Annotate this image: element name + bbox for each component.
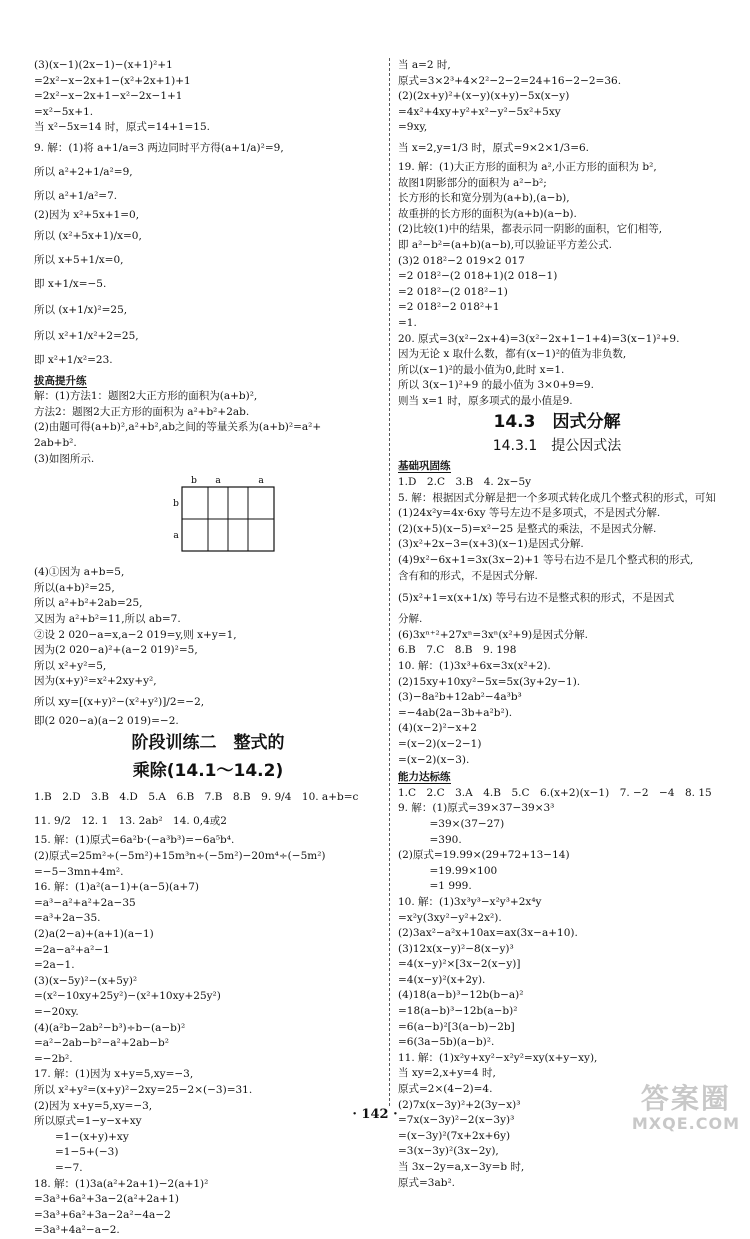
text-line: 11. 9/2 12. 1 13. 2ab² 14. 0,4或2 [34, 815, 227, 828]
text-line: 当 x=2,y=1/3 时，原式=9×2×1/3=6. [398, 141, 590, 154]
text-line: (2)3ax²−a²x+10ax=ax(3x−a+10). [398, 927, 578, 940]
text-line: =19.99×100 [398, 864, 498, 877]
text-line: 即 a²−b²=(a+b)(a−b),可以验证平方差公式. [398, 238, 612, 251]
text-line: 因为(2 020−a)²+(a−2 019)²=5, [34, 644, 198, 657]
section-heading-label: 能力达标练 [398, 771, 451, 784]
text-line: 9. 解：(1)将 a+1/a=3 两边同时平方得(a+1/a)²=9, [34, 141, 284, 154]
page-number: · 142 · [352, 1107, 398, 1122]
text-line: 又因为 a²+b²=11,所以 ab=7. [34, 612, 181, 625]
text-line: 所以 (x+1/x)²=25, [34, 303, 128, 316]
text-line: =2 018²−(2 018+1)(2 018−1) [398, 270, 558, 283]
text-line: 10. 解：(1)3x³+6x=3x(x²+2). [398, 660, 551, 672]
text-line: =2x²−x−2x+1−(x²+2x+1)+1 [34, 74, 191, 87]
text-line: =7x(x−3y)²−2(x−3y)³ [398, 1114, 515, 1127]
chapter-title: 14.3 因式分解 [493, 412, 621, 433]
text-line: 所以 a²+2+1/a²=9, [34, 165, 133, 178]
left-column [34, 58, 382, 1239]
text-line: 所以 x+5+1/x=0, [34, 253, 124, 266]
watermark-url: MXQE.COM [631, 1114, 740, 1133]
section-heading-label: 基础巩固练 [398, 460, 451, 473]
text-line: 所以 xy=[(x+y)²−(x²+y²)]/2=−2, [34, 695, 205, 708]
text-line: =3a³+6a²+3a−2(a²+2a+1) [34, 1193, 179, 1206]
text-line: (2)(2x+y)²+(x−y)(x+y)−5x(x−y) [398, 90, 570, 103]
text-line: (2)原式=25m²÷(−5m²)+15m³n÷(−5m²)−20m⁴÷(−5m²) [34, 850, 326, 863]
text-line: =1 999. [398, 880, 472, 893]
text-line: =a³+2a−35. [34, 912, 101, 925]
area-model-figure [34, 471, 382, 561]
text-line: =a³−a²+a²+2a−35 [34, 896, 136, 909]
text-line: (4)(x−2)²−x+2 [398, 722, 477, 735]
text-line: 原式=2×(4−2)=4. [398, 1083, 493, 1096]
text-line: =9xy, [398, 121, 428, 134]
text-line: 原式=3ab². [398, 1176, 456, 1189]
text-line: (2)比较(1)中的结果，都表示同一阴影的面积，它们相等, [398, 223, 663, 236]
text-line: =3a³+6a²+3a−2a²−4a−2 [34, 1208, 171, 1221]
text-line: =−5−3mn+4m². [34, 865, 124, 878]
text-line: 当 xy=2,x+y=4 时, [398, 1067, 496, 1080]
text-line: 5. 解：根据因式分解是把一个多项式转化成几个整式积的形式，可知 [398, 491, 716, 504]
text-line: =2a−a²+a²−1 [34, 943, 110, 956]
text-line: 18. 解：(1)3a(a²+2a+1)−2(a+1)² [34, 1177, 209, 1190]
text-line: (2)7x(x−3y)²+2(3y−x)³ [398, 1098, 521, 1111]
text-line: (3)x²+2x−3=(x+3)(x−1)是因式分解. [398, 538, 584, 551]
section-heading [398, 459, 716, 475]
text-line: 即 x²+1/x²=23. [34, 353, 113, 366]
text-line: 含有和的形式，不是因式分解. [398, 569, 538, 582]
text-line: (2)由题可得(a+b)²,a²+b²,ab之间的等量关系为(a+b)²=a²+ [34, 421, 322, 434]
text-line: 方法2：题图2大正方形的面积为 a²+b²+2ab. [34, 405, 250, 418]
text-line: (4)①因为 a+b=5, [34, 566, 125, 579]
text-line: 即(2 020−a)(a−2 019)=−2. [34, 714, 179, 727]
text-line: 17. 解：(1)因为 x+y=5,xy=−3, [34, 1068, 194, 1081]
chapter-title: 阶段训练二 整式的 [131, 733, 285, 754]
text-line: =−20xy. [34, 1006, 79, 1018]
text-line: 16. 解：(1)a²(a−1)+(a−5)(a+7) [34, 881, 199, 894]
figure-label-a: a [173, 531, 179, 542]
text-line: (4)9x²−6x+1=3x(3x−2)+1 等号右边不是几个整式积的形式, [398, 554, 694, 567]
text-line: =4x²+4xy+y²+x²−y²−5x²+5xy [398, 105, 561, 118]
text-line: (2)15xy+10xy²−5x=5x(3y+2y−1). [398, 675, 581, 688]
text-line: 故重拼的长方形的面积为(a+b)(a−b). [398, 207, 577, 220]
figure-label-a: a [258, 476, 264, 487]
text-line: =2a−1. [34, 959, 75, 972]
text-line: 所以 (x²+5x+1)/x=0, [34, 229, 142, 242]
figure-label-b: b [191, 476, 197, 487]
text-line: (3)如图所示. [34, 452, 95, 465]
text-line: 10. 解：(1)3x³y³−x²y³+2x⁴y [398, 895, 542, 908]
chapter-title: 乘除(14.1～14.2) [132, 761, 284, 782]
text-line: (1)24x²y=4x·6xy 等号左边不是多项式，不是因式分解. [398, 507, 661, 520]
text-line: 当 3x−2y=a,x−3y=b 时, [398, 1161, 525, 1173]
text-line: 所以 a²+b²+2ab=25, [34, 597, 143, 610]
section-heading-label: 拔高提升练 [34, 374, 87, 387]
text-line: 1.C 2.C 3.A 4.B 5.C 6.(x+2)(x−1) 7. −2 −4 8. 15 [398, 786, 712, 799]
text-line: 解：(1)方法1：题图2大正方形的面积为(a+b)², [34, 390, 258, 403]
text-line: =4(x−y)²(x+2y). [398, 973, 486, 986]
text-line: =−7. [34, 1161, 83, 1174]
text-line: (3)(x−1)(2x−1)−(x+1)²+1 [34, 59, 173, 71]
chapter-title: 14.3.1 提公因式法 [492, 438, 622, 455]
text-line: 所以 a²+1/a²=7. [34, 189, 118, 202]
text-line: (3)(x−5y)²−(x+5y)² [34, 974, 138, 987]
text-line: 当 a=2 时, [398, 59, 451, 71]
text-line: =−4ab(2a−3b+a²b²). [398, 706, 513, 719]
text-line: 所以(x−1)²的最小值为0,此时 x=1. [398, 363, 565, 376]
text-line: =(x−3y)²(7x+2x+6y) [398, 1129, 511, 1142]
watermark-text: 答案圈 [640, 1082, 731, 1115]
text-line: 19. 解：(1)大正方形的面积为 a²,小正方形的面积为 b², [398, 160, 657, 173]
text-line: =x²y(3xy²−y²+2x²). [398, 911, 502, 924]
text-line: =3a³+4a²−a−2. [34, 1224, 120, 1237]
text-line: =x²−5x+1. [34, 105, 94, 118]
text-line: (2)因为 x²+5x+1=0, [34, 208, 140, 221]
text-line: =a²−2ab−b²−a²+2ab−b² [34, 1037, 169, 1050]
figure-label-b: b [173, 499, 179, 510]
text-line: =390. [398, 833, 462, 846]
text-line: =6(a−b)²[3(a−b)−2b] [398, 1020, 515, 1033]
text-line: 因为(x+y)²=x²+2xy+y², [34, 675, 157, 688]
text-line: 1.B 2.D 3.B 4.D 5.A 6.B 7.B 8.B 9. 9/4 10. a+b=c [34, 791, 359, 804]
text-line: =2x²−x−2x+1−x²−2x−1+1 [34, 90, 183, 103]
text-line: (4)(a²b−2ab²−b³)÷b−(a−b)² [34, 1021, 186, 1034]
text-line: 1.D 2.C 3.B 4. 2x−5y [398, 476, 532, 489]
text-line: 当 x²−5x=14 时，原式=14+1=15. [34, 121, 210, 134]
text-line: (3)2 018²−2 019×2 017 [398, 254, 525, 267]
text-line: 即 x+1/x=−5. [34, 277, 107, 290]
text-line: (2)因为 x+y=5,xy=−3, [34, 1099, 153, 1112]
text-line: =(x²−10xy+25y²)−(x²+10xy+25y²) [34, 990, 221, 1003]
text-line: =2 018²−2 018²+1 [398, 301, 500, 314]
text-line: 故图1阴影部分的面积为 a²−b²; [398, 176, 547, 189]
text-line: (3)−8a²b+12ab²−4a³b³ [398, 691, 522, 704]
text-line: =1−(x+y)+xy [34, 1130, 129, 1143]
text-line: =39×(37−27) [398, 817, 505, 830]
text-line: 所以原式=1−y−x+xy [34, 1115, 142, 1128]
text-line: (2)(x+5)(x−5)=x²−25 是整式的乘法，不是因式分解. [398, 522, 657, 535]
text-line: 因为无论 x 取什么数，都有(x−1)²的值为非负数, [398, 348, 627, 361]
text-line: =3(x−3y)²(3x−2y), [398, 1145, 499, 1158]
text-line: (2)原式=19.99×(29+72+13−14) [398, 849, 570, 862]
text-line: 9. 解：(1)原式=39×37−39×3³ [398, 802, 555, 815]
text-line: 20. 原式=3(x²−2x+4)=3(x²−2x+1−1+4)=3(x−1)²+9. [398, 332, 680, 345]
text-line: (5)x²+1=x(x+1/x) 等号右边不是整式积的形式，不是因式 [398, 592, 675, 605]
section-heading [34, 374, 382, 390]
watermark-logo [632, 1084, 740, 1133]
text-line: (4)18(a−b)³−12b(b−a)² [398, 989, 524, 1002]
text-line: 所以 3(x−1)²+9 的最小值为 3×0+9=9. [398, 379, 594, 392]
text-line: (3)12x(x−y)²−8(x−y)³ [398, 942, 514, 955]
text-line: =1−5+(−3) [34, 1146, 119, 1159]
text-line: 所以 x²+y²=(x+y)²−2xy=25−2×(−3)=31. [34, 1083, 253, 1096]
text-line: 6.B 7.C 8.B 9. 198 [398, 644, 517, 657]
text-line: =18(a−b)³−12b(a−b)² [398, 1005, 518, 1018]
text-line: =(x−2)(x−3). [398, 753, 470, 766]
section-heading [398, 770, 716, 786]
text-line: 长方形的长和宽分别为(a+b),(a−b), [398, 192, 570, 205]
text-line: 11. 解：(1)x²y+xy²−x²y²=xy(x+y−xy), [398, 1051, 598, 1064]
text-line: (6)3xⁿ⁺²+27xⁿ=3xⁿ(x²+9)是因式分解. [398, 628, 588, 641]
text-line: =6(3a−5b)(a−b)². [398, 1036, 495, 1049]
column-divider [389, 58, 390, 1106]
text-line: 15. 解：(1)原式=6a²b·(−a³b³)=−6a⁵b⁴. [34, 834, 235, 847]
text-line: ②设 2 020−a=x,a−2 019=y,则 x+y=1, [34, 628, 237, 641]
text-line: 所以 x²+1/x²+2=25, [34, 329, 139, 342]
text-line: =1. [398, 316, 417, 329]
text-line: 原式=3×2³+4×2²−2−2=24+16−2−2=36. [398, 74, 622, 87]
text-line: 则当 x=1 时，原多项式的最小值是9. [398, 394, 573, 407]
text-line: (2)a(2−a)+(a+1)(a−1) [34, 928, 154, 941]
text-line: 所以 x²+y²=5, [34, 659, 107, 672]
text-line: 分解. [398, 613, 423, 626]
text-line: =−2b². [34, 1052, 73, 1065]
right-column [398, 58, 716, 1191]
text-line: =4(x−y)²×[3x−2(x−y)] [398, 958, 521, 971]
text-line: 所以(a+b)²=25, [34, 581, 115, 594]
text-line: =(x−2)(x−2−1) [398, 737, 482, 750]
figure-label-a: a [215, 476, 221, 487]
text-line: 2ab+b². [34, 436, 77, 449]
text-line: =2 018²−(2 018²−1) [398, 285, 508, 298]
